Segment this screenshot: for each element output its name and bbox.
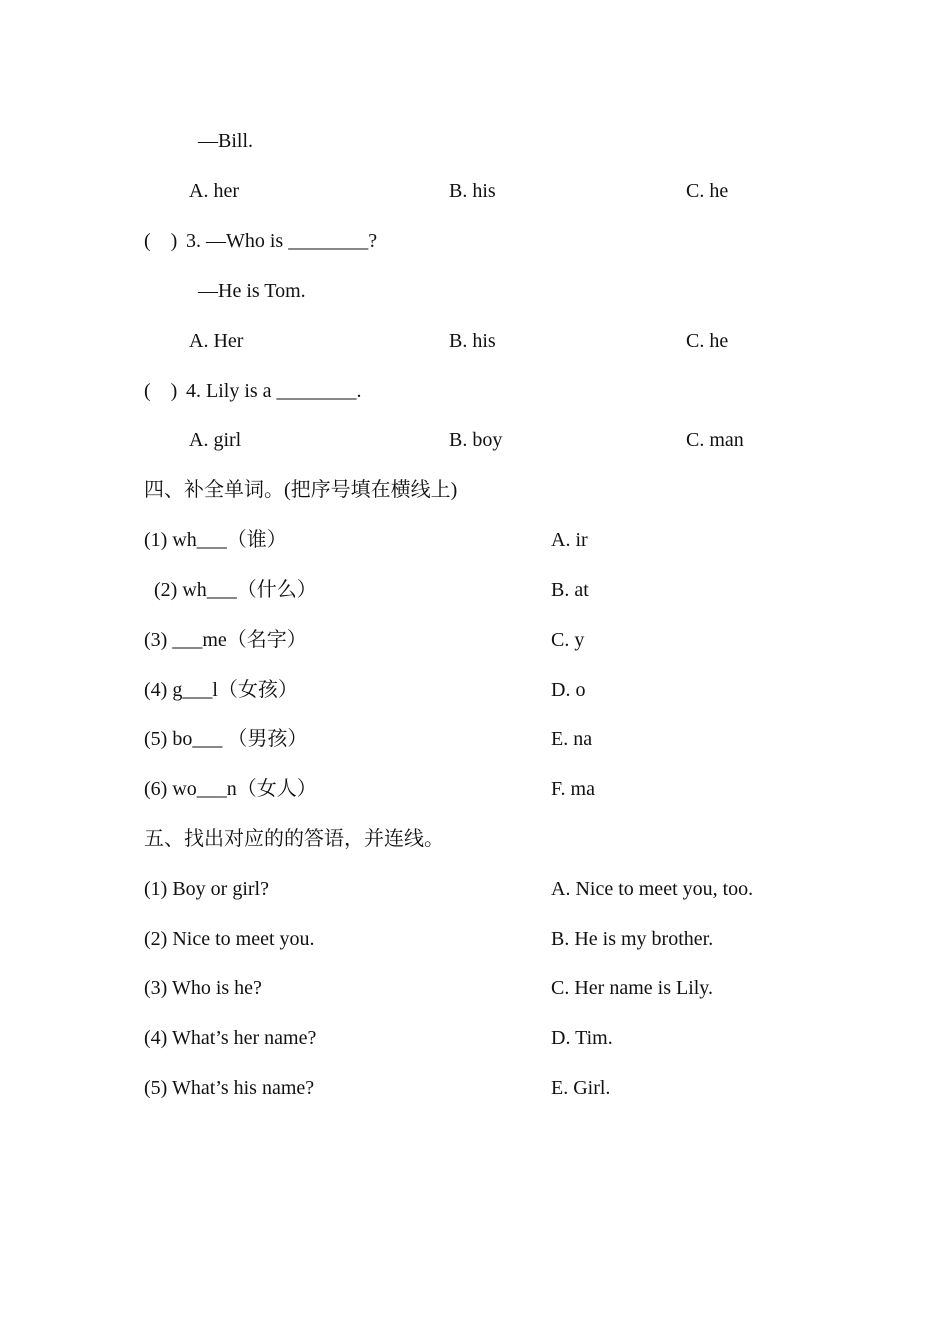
q3-option-b: B. his [449, 330, 496, 352]
section4-choice-e: E. na [551, 728, 593, 750]
q4-option-c: C. man [686, 429, 744, 451]
section5-question-2: (2) Nice to meet you. [144, 928, 315, 950]
q3-option-a: A. Her [189, 330, 244, 352]
section5-question-3: (3) Who is he? [144, 977, 262, 999]
section4-word-1: (1) wh___（谁） [144, 529, 287, 551]
q2-option-c: C. he [686, 180, 729, 202]
q3-answer: —He is Tom. [198, 280, 306, 302]
q4-question: 4. Lily is a ________. [186, 380, 362, 402]
section4-choice-f: F. ma [551, 778, 595, 800]
section4-choice-a: A. ir [551, 529, 588, 551]
section4-word-3: (3) ___me（名字） [144, 629, 307, 651]
section5-question-1: (1) Boy or girl? [144, 878, 269, 900]
q3-option-c: C. he [686, 330, 729, 352]
section5-question-4: (4) What’s her name? [144, 1027, 317, 1049]
section4-word-5: (5) bo___ （男孩） [144, 728, 308, 750]
q3-question: 3. —Who is ________? [186, 230, 378, 252]
section4-word-4: (4) g___l（女孩） [144, 679, 298, 701]
q3-answer-blank[interactable]: ( ) [144, 230, 178, 252]
section5-answer-b: B. He is my brother. [551, 928, 714, 950]
q2-answer: —Bill. [198, 130, 254, 152]
section4-word-2: (2) wh___（什么） [154, 579, 317, 601]
section5-answer-e: E. Girl. [551, 1077, 611, 1099]
section5-question-5: (5) What’s his name? [144, 1077, 315, 1099]
q4-option-a: A. girl [189, 429, 242, 451]
q2-option-b: B. his [449, 180, 496, 202]
q2-option-a: A. her [189, 180, 239, 202]
section5-answer-c: C. Her name is Lily. [551, 977, 714, 999]
section4-choice-c: C. y [551, 629, 585, 651]
section5-answer-a: A. Nice to meet you, too. [551, 878, 754, 900]
section4-title: 四、补全单词。(把序号填在横线上) [144, 479, 458, 501]
section4-word-6: (6) wo___n（女人） [144, 778, 317, 800]
section5-title: 五、找出对应的的答语，并连线。 [144, 828, 444, 850]
section4-choice-b: B. at [551, 579, 589, 601]
q4-option-b: B. boy [449, 429, 503, 451]
section4-choice-d: D. o [551, 679, 586, 701]
section5-answer-d: D. Tim. [551, 1027, 613, 1049]
q4-answer-blank[interactable]: ( ) [144, 380, 178, 402]
